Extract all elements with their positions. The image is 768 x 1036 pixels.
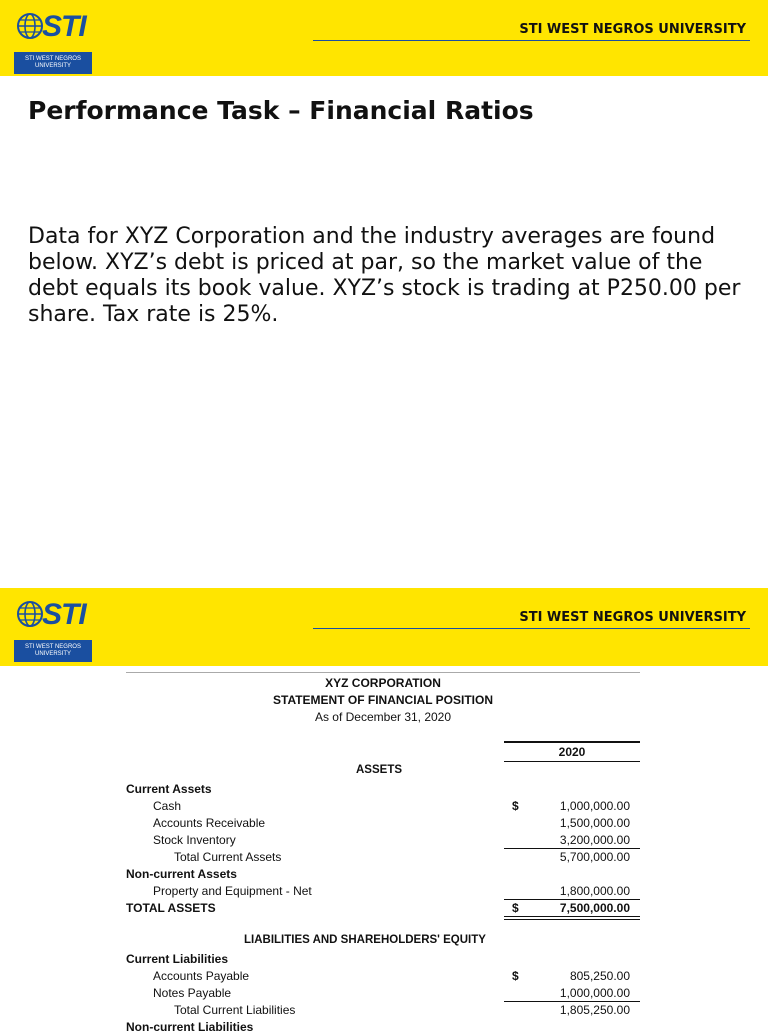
statement-title: STATEMENT OF FINANCIAL POSITION bbox=[273, 693, 493, 707]
globe-icon bbox=[16, 12, 44, 40]
slide-title: Performance Task – Financial Ratios bbox=[28, 96, 534, 125]
header-rule bbox=[313, 40, 750, 41]
table-row: Accounts Receivable 1,500,000.00 bbox=[153, 816, 630, 830]
table-row: Current Assets bbox=[126, 782, 212, 796]
header-banner bbox=[0, 0, 768, 76]
table-row: Notes Payable 1,000,000.00 bbox=[153, 986, 630, 1000]
table-row: TOTAL ASSETS $ 7,500,000.00 bbox=[126, 901, 630, 915]
company-name: XYZ CORPORATION bbox=[325, 676, 441, 690]
university-name: STI WEST NEGROS UNIVERSITY bbox=[519, 610, 746, 625]
table-row: Property and Equipment - Net 1,800,000.00 bbox=[153, 884, 630, 898]
logo-wordmark: STI bbox=[42, 598, 86, 631]
slide-2 bbox=[0, 588, 768, 1034]
globe-icon bbox=[16, 600, 44, 628]
sti-logo bbox=[14, 596, 92, 662]
sti-logo bbox=[14, 8, 92, 74]
table-row: Total Current Assets 5,700,000.00 bbox=[174, 850, 630, 864]
logo-subtitle: STI WEST NEGROS UNIVERSITY bbox=[14, 640, 92, 662]
header-rule bbox=[313, 628, 750, 629]
year-column-header: 2020 bbox=[558, 745, 586, 759]
table-row: Stock Inventory 3,200,000.00 bbox=[153, 833, 630, 847]
liabilities-heading: LIABILITIES AND SHAREHOLDERS' EQUITY bbox=[244, 934, 486, 946]
statement-date: As of December 31, 2020 bbox=[314, 710, 452, 724]
table-row: Accounts Payable $ 805,250.00 bbox=[153, 969, 630, 983]
table-row: Non-current Liabilities bbox=[126, 1020, 254, 1034]
university-name: STI WEST NEGROS UNIVERSITY bbox=[519, 22, 746, 37]
logo-wordmark: STI bbox=[42, 10, 86, 43]
table-row: Cash $ 1,000,000.00 bbox=[153, 799, 630, 813]
table-row: Total Current Liabilities 1,805,250.00 bbox=[174, 1003, 630, 1017]
assets-heading: ASSETS bbox=[356, 764, 403, 776]
header-banner bbox=[0, 588, 768, 666]
slide-body-text: Data for XYZ Corporation and the industry averages are found below. XYZ’s debt is priced at par, so the market value of the debt equals its book value. XYZ’s stock is trading at P250.00 per share. Tax rate is 25%. bbox=[28, 224, 741, 327]
logo-subtitle: STI WEST NEGROS UNIVERSITY bbox=[14, 52, 92, 74]
table-row: Current Liabilities bbox=[126, 952, 229, 966]
table-row: Non-current Assets bbox=[126, 867, 237, 881]
